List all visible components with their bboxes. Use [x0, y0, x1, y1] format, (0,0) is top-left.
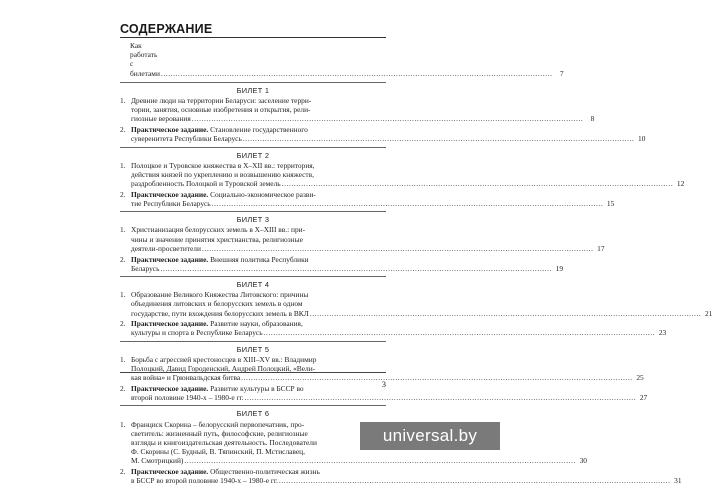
entry-text-holder	[131, 134, 242, 143]
entry-line	[131, 429, 587, 438]
entry-text-holder	[131, 235, 303, 244]
entry-last-line	[131, 456, 587, 465]
entry-text-holder	[131, 161, 315, 170]
entry-line	[131, 125, 645, 134]
entry-number: 1.	[120, 419, 126, 429]
entry-body	[131, 225, 605, 253]
entry-number: 2.	[120, 384, 126, 393]
entry-text-holder	[131, 467, 320, 476]
ticket-heading: БИЛЕТ 2	[236, 150, 270, 160]
entry-line	[131, 105, 594, 114]
entry-line	[131, 96, 594, 105]
entry-text-holder	[131, 199, 211, 208]
entry-last-line	[131, 114, 594, 123]
practical-task-label: Практическое задание.	[131, 125, 209, 135]
toc-entry	[120, 384, 648, 403]
entry-number: 2.	[120, 254, 126, 264]
entry-text: Древние люди на территории Беларуси: заселение терри-	[131, 96, 312, 106]
toc-entry	[120, 125, 646, 144]
entry-number: 1.	[120, 96, 126, 106]
entry-text: Становление государственного	[208, 125, 308, 135]
entry-line	[131, 355, 644, 364]
entry-text: раздробленность Полоцкой и Туровской земель	[131, 179, 281, 189]
entry-text-holder	[131, 264, 159, 273]
toc-entry	[120, 290, 712, 318]
intro-entry	[120, 41, 564, 78]
entry-text-holder	[131, 290, 308, 299]
entry-body	[131, 190, 614, 208]
entry-text: деятели-просветители	[131, 243, 201, 253]
entry-text-holder	[131, 225, 305, 234]
ticket-block	[120, 211, 605, 273]
dot-leader	[192, 114, 584, 123]
entry-line	[131, 225, 605, 234]
ticket-block	[120, 147, 685, 209]
entry-text: второй половине 1940-х – 1980-е гг.	[131, 393, 244, 403]
entry-text: Христианизация белорусских земель в X–XIII вв.: при-	[131, 225, 306, 235]
entry-text-holder	[131, 179, 281, 188]
entry-last-line	[131, 244, 605, 253]
entry-body	[131, 161, 684, 189]
entry-text-holder	[131, 244, 201, 253]
entry-last-line	[131, 373, 644, 382]
entry-text: Полоцкий, Давид Городенский, Андрей Полоцкий, «Вели-	[131, 364, 316, 374]
entry-body	[131, 420, 587, 466]
entry-text: Социально-экономическое разви-	[208, 189, 316, 199]
entry-text: суверенитета Республики Беларусь	[131, 134, 242, 144]
entry-number: 2.	[120, 125, 126, 135]
entry-page: 27	[639, 393, 648, 403]
entry-page: 10	[638, 134, 646, 144]
entry-text-holder	[131, 355, 316, 364]
entry-page: 17	[597, 243, 605, 253]
ticket-heading: БИЛЕТ 3	[236, 215, 270, 225]
ticket-block	[120, 276, 712, 338]
entry-number: 1.	[120, 354, 126, 364]
entry-last-line	[131, 476, 682, 485]
entry-page: 25	[636, 373, 644, 383]
entry-line	[131, 467, 682, 476]
dot-leader	[282, 179, 674, 188]
entry-text: Общественно-политическая жизнь	[208, 467, 320, 477]
entry-page: 23	[658, 328, 667, 338]
entry-text: действия князей по укреплению и возвышению княжеств,	[131, 169, 314, 179]
entry-text-holder	[131, 328, 263, 337]
entry-text-holder	[131, 319, 303, 328]
entry-text: светитель: жизненный путь, философские, религиозные	[131, 428, 308, 438]
dot-leader	[202, 244, 594, 253]
entry-line	[131, 290, 712, 299]
entry-line	[131, 190, 614, 199]
entry-number: 2.	[120, 467, 126, 477]
entry-text-holder	[131, 309, 309, 318]
toc-entry	[120, 467, 682, 486]
entry-line	[131, 384, 647, 393]
dot-leader	[212, 199, 604, 208]
entry-body	[131, 355, 644, 383]
entry-text-holder	[131, 393, 244, 402]
toc-entry	[120, 160, 685, 189]
entry-body	[131, 255, 563, 273]
entry-body	[131, 384, 647, 402]
entry-text-holder	[131, 190, 316, 199]
entry-text: тории, занятия, основные изобретения и открытия, рели-	[131, 105, 311, 115]
entry-text: Внешняя политика Республики	[208, 254, 309, 264]
entry-last-line	[131, 199, 614, 208]
entry-body	[131, 125, 645, 143]
entry-text: гиозные верования	[131, 114, 191, 124]
dot-leader	[310, 309, 702, 318]
entry-text-holder	[131, 114, 191, 123]
entry-text: объединения литовских и белорусских земель в одном	[131, 299, 303, 309]
entry-last-line	[131, 264, 563, 273]
entry-text: Развитие культуры в БССР во	[208, 384, 304, 393]
dot-leader	[279, 476, 671, 485]
entry-text: культуры и спорта в Республике Беларусь	[131, 328, 263, 338]
entry-number: 1.	[120, 160, 126, 170]
dot-leader	[264, 328, 656, 337]
entry-text: Борьба с агрессией крестоносцев в XIII–XV вв.: Владимир	[131, 354, 317, 364]
top-rule	[120, 37, 386, 38]
practical-task-label: Практическое задание.	[131, 319, 209, 329]
entry-number: 1.	[120, 225, 126, 235]
ticket-heading: БИЛЕТ 5	[236, 344, 270, 354]
ticket-heading: БИЛЕТ 1	[236, 85, 270, 95]
entry-body	[131, 467, 682, 485]
dot-leader	[161, 69, 553, 78]
entry-text-holder	[131, 429, 308, 438]
entry-text-holder	[131, 438, 317, 447]
dot-leader	[243, 134, 635, 143]
ticket-heading: БИЛЕТ 4	[236, 279, 270, 289]
entry-text: в БССР во второй половине 1940-х – 1980-е гг.	[131, 476, 278, 486]
entry-line	[131, 447, 587, 456]
practical-task-label: Практическое задание.	[131, 189, 209, 199]
entry-line	[131, 420, 587, 429]
entry-text-holder	[131, 447, 305, 456]
entry-text: взгляды и книгоиздательская деятельность. Последователи	[131, 438, 317, 448]
entry-text: Полоцкое и Туровское княжества в X–XII вв.: территория,	[131, 160, 315, 170]
entry-page: 19	[555, 263, 564, 273]
entry-text: Образование Великого Княжества Литовского: причины	[131, 290, 309, 300]
intro-page: 7	[559, 68, 564, 78]
intro-text: Как работать с билетами	[130, 41, 160, 78]
entry-line	[131, 161, 684, 170]
entry-text: тие Республики Беларусь	[131, 199, 211, 209]
dot-leader	[241, 373, 633, 382]
entry-text: Ф. Скорины (С. Будный, В. Тяпинский, П. Мстиславец,	[131, 447, 305, 457]
entry-line	[131, 438, 587, 447]
entry-text: государстве, пути вхождения белорусских земель в ВКЛ	[131, 308, 309, 318]
toc-entry	[120, 319, 667, 338]
entry-last-line	[131, 134, 645, 143]
entry-text-holder	[131, 105, 310, 114]
page-number: 3	[381, 379, 386, 389]
entry-text-holder	[131, 373, 240, 382]
entry-text-holder	[131, 170, 314, 179]
ticket-heading: БИЛЕТ 6	[236, 409, 270, 419]
entry-page: 15	[606, 199, 615, 209]
entry-text: Развитие науки, образования,	[208, 319, 303, 329]
entry-body	[131, 290, 712, 318]
ticket-block	[120, 82, 646, 144]
practical-task-label: Практическое задание.	[131, 384, 209, 393]
entry-text-holder	[131, 456, 183, 465]
entry-text: кая война» и Грюнвальдская битва	[131, 373, 241, 383]
entry-body	[131, 319, 666, 337]
entry-line	[131, 319, 666, 328]
toc-entry	[120, 189, 615, 209]
entry-text: Франциск Скорина – белорусский первопечатник, про-	[131, 419, 305, 429]
entry-number: 2.	[120, 319, 126, 329]
dot-leader	[245, 393, 637, 402]
entry-text: М. Смотрицкий)	[131, 456, 184, 466]
entry-line	[131, 170, 684, 179]
bottom-rule	[120, 372, 386, 373]
dot-leader	[160, 264, 552, 273]
toc-entry	[120, 225, 605, 253]
dot-leader	[184, 456, 576, 465]
toc-entry	[120, 354, 644, 383]
entry-text: Беларусь	[131, 263, 160, 273]
entry-text: чины и значение принятия христианства, религиозные	[131, 234, 303, 244]
entry-last-line	[131, 179, 684, 188]
entry-page: 12	[676, 179, 685, 189]
page-title: СОДЕРЖАНИЕ	[120, 22, 213, 36]
entry-body	[131, 96, 594, 124]
practical-task-label: Практическое задание.	[131, 467, 209, 477]
entry-page: 21	[704, 308, 712, 318]
watermark-logo: universal.by	[360, 422, 500, 450]
entry-last-line	[131, 309, 712, 318]
entry-page: 8	[590, 114, 595, 124]
entry-text-holder	[131, 384, 304, 393]
toc-entry	[120, 96, 595, 124]
entry-line	[131, 299, 712, 308]
entry-line	[131, 235, 605, 244]
entry-number: 2.	[120, 189, 126, 199]
entry-last-line	[131, 393, 647, 402]
entry-text-holder	[131, 125, 308, 134]
entry-line	[131, 255, 563, 264]
entry-text-holder	[131, 255, 309, 264]
practical-task-label: Практическое задание.	[131, 254, 209, 264]
entry-number: 1.	[120, 290, 126, 300]
entry-page: 30	[579, 456, 587, 466]
toc-entry	[120, 254, 564, 273]
entry-last-line	[131, 328, 666, 337]
entry-text-holder	[131, 476, 278, 485]
entry-text-holder	[131, 420, 304, 429]
entry-text-holder	[131, 299, 303, 308]
entry-page: 31	[674, 476, 682, 486]
entry-text-holder	[131, 96, 311, 105]
